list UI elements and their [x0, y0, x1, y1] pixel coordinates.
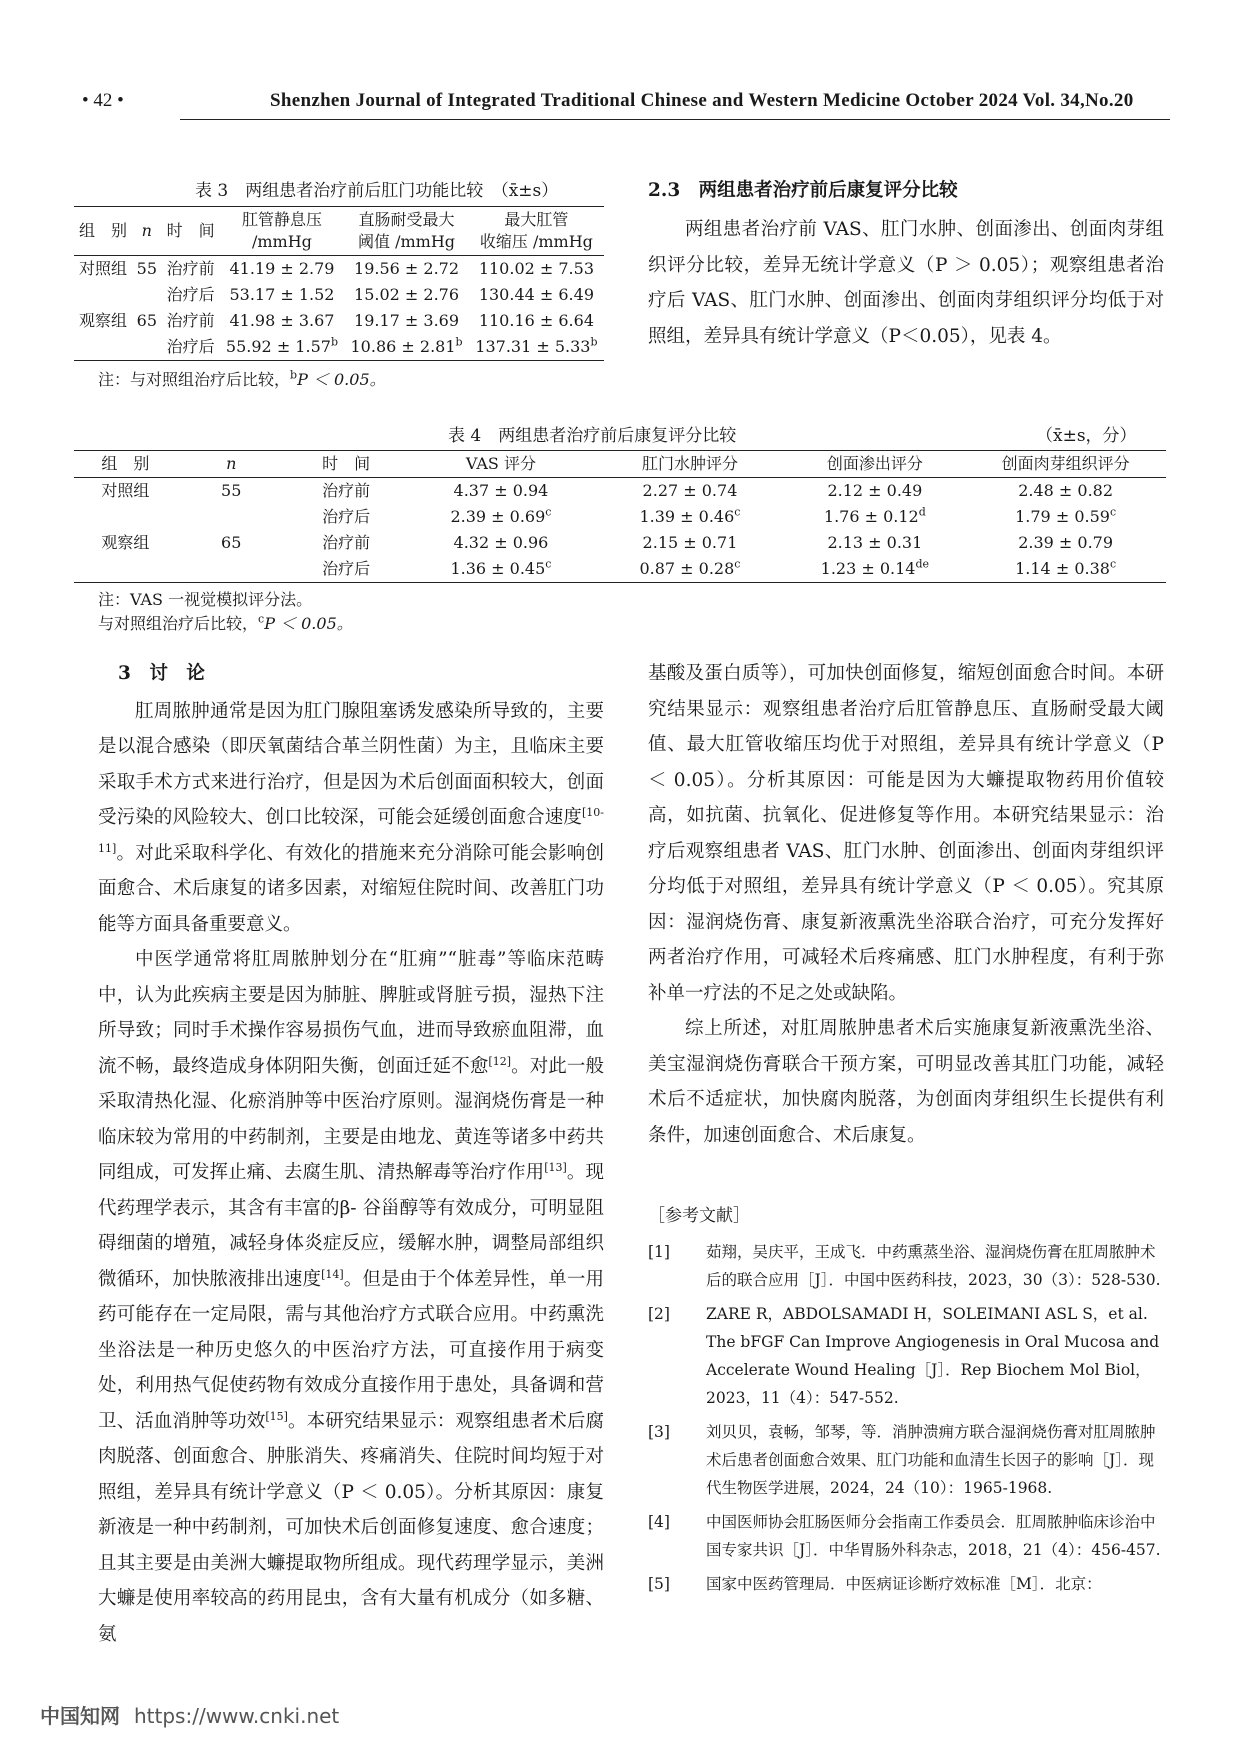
table4-cell-group	[74, 556, 177, 583]
table-row	[74, 478, 1166, 505]
table3-cell: 110.16 ± 6.64	[478, 311, 594, 330]
table4-head-vas: VAS 评分	[406, 451, 595, 478]
table3-cell: 137.31 ± 5.33$^b$	[469, 334, 604, 361]
table3-cell-n	[132, 334, 161, 361]
table4-head-granulation: 创面肉芽组织评分	[965, 451, 1166, 478]
reference-item: [3] 刘贝贝，袁畅，邹琴，等．消肿溃痈方联合湿润烧伤膏对肛周脓肿术后患者创面愈合效果、肛门功能和血清生长因子的影响［J］．现代生物医学进展，2024，24（10）：1965-1968.	[648, 1423, 1156, 1497]
table4-cell-time: 治疗前	[286, 478, 407, 505]
table3-cell: 41.98 ± 3.67	[229, 311, 335, 330]
running-header	[70, 78, 1170, 118]
table4-cell-n: 65	[221, 533, 242, 552]
table3-head-time: 时 间	[162, 207, 220, 256]
table3-head-n: n	[132, 207, 161, 256]
table3	[74, 206, 604, 361]
table4-cell: 2.39 ± 0.79	[1018, 533, 1114, 552]
table3-cell-group: 观察组	[79, 311, 128, 330]
table4-note-line2: 与对照组治疗后比较，$^c$P ＜ 0.05。	[98, 612, 353, 633]
table3-note: 注：与对照组治疗后比较，$^b$P ＜ 0.05。	[98, 368, 386, 389]
section-2-3-heading: 2.3 两组患者治疗前后康复评分比较	[648, 180, 958, 201]
table4-cell: 1.23 ± 0.14de	[784, 556, 965, 583]
table-row	[74, 530, 1166, 556]
discussion-paragraph-2: 中医学通常将肛周脓肿划分在“肛痈”“脏毒”等临床范畴中，认为此疾病主要是因为肺脏、脾脏或肾脏亏损，湿热下注所导致；同时手术操作容易损伤气血，进而导致瘀血阻滞，血流不畅，最终造成身体阴阳失衡，创面迁延不愈[12]。对此一般采取清热化湿、化瘀消肿等中医治疗原则。湿润烧伤膏是一种临床较为常用的中药制剂，主要是由地龙、黄连等诸多中药共同组成，可发挥止痛、去腐生肌、清热解毒等治疗作用[13]。现代药理学表示，其含有丰富的β- 谷甾醇等有效成分，可明显阻碍细菌的增殖，减轻身体炎症反应，缓解水肿，调整局部组织微循环，加快脓液排出速度[14]。但是由于个体差异性，单一用药可能存在一定局限，需与其他治疗方式联合应用。中药熏洗坐浴法是一种历史悠久的中医治疗方法，可直接作用于病变处，利用热气促使药物有效成分直接作用于患处，具备调和营卫、活血消肿等功效[15]。本研究结果显示：观察组患者术后腐肉脱落、创面愈合、肿胀消失、疼痛消失、住院时间均短于对照组，差异具有统计学意义（P ＜ 0.05）。分析其原因：康复新液是一种中药制剂，可加快术后创面修复速度、愈合速度；且其主要是由美洲大蠊提取物所组成。现代药理学显示，美洲大蠊是使用率较高的药用昆虫，含有大量有机成分（如多糖、氨	[98, 949, 604, 1645]
table4-cell: 1.39 ± 0.46$^c$	[639, 505, 741, 526]
section-3-heading: 3 讨 论	[118, 663, 205, 684]
table3-cell: 110.02 ± 7.53	[469, 256, 604, 283]
table3-cell: 10.86 ± 2.81$^b$	[344, 334, 469, 361]
table-row	[74, 334, 604, 361]
discussion-paragraph-3: 基酸及蛋白质等），可加快创面修复，缩短创面愈合时间。本研究结果显示：观察组患者治疗后肛管静息压、直肠耐受最大阈值、最大肛管收缩压均优于对照组，差异具有统计学意义（P ＜ 0.05）。分析其原因：可能是因为大蠊提取物药用价值较高，如抗菌、抗氧化、促进修复等作用。本研究结果显示：治疗后观察组患者 VAS、肛门水肿、创面渗出、创面肉芽组织评分均低于对照组，差异具有统计学意义（P ＜ 0.05）。究其原因：湿润烧伤膏、康复新液熏洗坐浴联合治疗，可充分发挥好两者治疗作用，可减轻术后疼痛感、肛门水肿程度，有利于弥补单一疗法的不足之处或缺陷。	[648, 663, 1164, 1004]
table4-head-n: n	[177, 451, 286, 478]
table4-cell: 2.15 ± 0.71	[642, 533, 738, 552]
table3-head-group: 组 别	[74, 207, 132, 256]
table3-head-c2-line2: 阈值 /mmHg	[358, 232, 456, 251]
table3-cell: 19.17 ± 3.69	[354, 311, 460, 330]
table4-cell-time: 治疗前	[322, 533, 371, 552]
references	[648, 1202, 1164, 1604]
table4-head-edema: 肛门水肿评分	[595, 451, 784, 478]
table4-header-row	[74, 451, 1166, 478]
section-3-right-column	[648, 656, 1164, 1153]
table3-caption: 表 3 两组患者治疗前后肛门功能比较 （x̄±s）	[195, 181, 559, 201]
table-row	[74, 308, 604, 334]
table4-cell-group: 对照组	[74, 478, 177, 505]
table3-cell: 19.56 ± 2.72	[344, 256, 469, 283]
table3-cell-n: 55	[132, 256, 161, 283]
table4-cell-group	[74, 504, 177, 530]
table3-head-c1-line2: /mmHg	[251, 232, 312, 251]
table3-cell-n	[132, 282, 161, 308]
table3-cell-group	[74, 282, 132, 308]
table4-cell: 1.76 ± 0.12$^d$	[823, 505, 926, 526]
section-3-left-column	[98, 656, 604, 1652]
table4-note	[98, 588, 353, 636]
discussion-paragraph-1: 肛周脓肿通常是因为肛门腺阻塞诱发感染所导致的，主要是以混合感染（即厌氧菌结合革兰阴性菌）为主，且临床主要采取手术方式来进行治疗，但是因为术后创面面积较大，创面受污染的风险较大、创口比较深，可能会延缓创面愈合速度[10-11]。对此采取科学化、有效化的措施来充分消除可能会影响创面愈合、术后康复的诸多因素，对缩短住院时间、改善肛门功能等方面具备重要意义。	[98, 700, 604, 935]
table4-cell: 0.87 ± 0.28$^c$	[595, 556, 784, 583]
table4-cell-n: 55	[177, 478, 286, 505]
table4-head-group: 组 别	[74, 451, 177, 478]
section-2-3	[648, 176, 1164, 354]
table3-head-c1-line1: 肛管静息压	[241, 210, 322, 229]
page-number: • 42 •	[82, 90, 124, 111]
table3-cell: 15.02 ± 2.76	[354, 285, 460, 304]
table3-cell-time: 治疗前	[162, 256, 220, 283]
section-2-3-text: 两组患者治疗前 VAS、肛门水肿、创面渗出、创面肉芽组织评分比较，差异无统计学意义（P ＞ 0.05）；观察组患者治疗后 VAS、肛门水肿、创面渗出、创面肉芽组织评分均低于对照组，差异具有统计学意义（P＜0.05），见表 4。	[648, 219, 1164, 347]
table4-cell: 1.14 ± 0.38$^c$	[965, 556, 1166, 583]
table-row	[74, 504, 1166, 530]
table3-head-c3	[469, 207, 604, 256]
table4-cell: 2.27 ± 0.74	[595, 478, 784, 505]
table3-cell: 55.92 ± 1.57$^b$	[220, 334, 345, 361]
table4	[74, 450, 1166, 583]
table3-cell-time: 治疗后	[162, 334, 220, 361]
reference-item: [5] 国家中医药管理局．中医病证诊断疗效标准［M］．北京：	[648, 1575, 1102, 1593]
table4-caption: 表 4 两组患者治疗前后康复评分比较	[448, 426, 737, 446]
table4-note-line1: 注：VAS 一视觉模拟评分法。	[98, 590, 313, 609]
table3-cell-n: 65	[136, 311, 158, 330]
cnki-logo: 中国知网	[40, 1704, 120, 1728]
table4-cell-time: 治疗后	[286, 556, 407, 583]
cnki-url[interactable]: https://www.cnki.net	[134, 1704, 340, 1728]
table4-head-time: 时 间	[286, 451, 407, 478]
table3-header-row	[74, 207, 604, 256]
table3-cell-time: 治疗后	[166, 285, 215, 304]
table4-cell-time: 治疗后	[322, 507, 371, 526]
table-row	[74, 556, 1166, 583]
table-row	[74, 282, 604, 308]
table3-head-c2-line1: 直肠耐受最大	[358, 210, 455, 229]
table3-cell-group: 对照组	[74, 256, 132, 283]
journal-title: Shenzhen Journal of Integrated Traditional Chinese and Western Medicine October 2024 Vol. 34,No.20	[270, 90, 1134, 111]
reference-item: [4] 中国医师协会肛肠医师分会指南工作委员会．肛周脓肿临床诊治中国专家共识［J］．中华胃肠外科杂志，2018，21（4）：456-457.	[648, 1513, 1161, 1559]
references-heading: ［参考文献］	[648, 1206, 750, 1226]
discussion-paragraph-4: 综上所述，对肛周脓肿患者术后实施康复新液熏洗坐浴、美宝湿润烧伤膏联合干预方案，可明显改善其肛门功能，减轻术后不适症状，加快腐肉脱落，为创面肉芽组织生长提供有利条件，加速创面愈合、术后康复。	[648, 1018, 1164, 1146]
table4-cell-n	[177, 556, 286, 583]
table4-unit: （x̄±s，分）	[1036, 426, 1137, 446]
table4-head-exudate: 创面渗出评分	[784, 451, 965, 478]
table3-cell: 53.17 ± 1.52	[229, 285, 335, 304]
table4-cell: 2.39 ± 0.69$^c$	[450, 505, 552, 526]
header-rule	[180, 119, 1170, 120]
reference-item: [2] ZARE R，ABDOLSAMADI H，SOLEIMANI ASL S，et al. The bFGF Can Improve Angiogenesis in Oral Mucosa and Accelerate Wound Healing［J］．Rep Biochem Mol Biol，2023，11（4）：547-552.	[648, 1305, 1160, 1407]
table3-cell: 130.44 ± 6.49	[478, 285, 594, 304]
table3-cell-group	[74, 334, 132, 361]
footer	[40, 1700, 339, 1729]
table4-cell: 2.13 ± 0.31	[827, 533, 923, 552]
table4-cell-n	[177, 504, 286, 530]
table-row	[74, 256, 604, 283]
table4-cell: 1.79 ± 0.59$^c$	[1015, 505, 1117, 526]
table3-head-c3-line2: 收缩压 /mmHg	[479, 232, 593, 251]
table4-cell: 4.32 ± 0.96	[453, 533, 549, 552]
reference-item: [1] 茹翔，吴庆平，王成飞．中药熏蒸坐浴、湿润烧伤膏在肛周脓肿术后的联合应用［J］．中国中医药科技，2023，30（3）：528-530.	[648, 1243, 1161, 1289]
table4-cell: 2.48 ± 0.82	[965, 478, 1166, 505]
table4-cell: 2.12 ± 0.49	[784, 478, 965, 505]
table3-cell-time: 治疗前	[166, 311, 215, 330]
table4-cell: 1.36 ± 0.45$^c$	[406, 556, 595, 583]
table4-cell: 4.37 ± 0.94	[406, 478, 595, 505]
table3-cell: 41.19 ± 2.79	[220, 256, 345, 283]
table3-head-c3-line1: 最大肛管	[504, 210, 569, 229]
table3-head-c1	[220, 207, 345, 256]
table4-cell-group: 观察组	[101, 533, 150, 552]
table3-head-c2	[344, 207, 469, 256]
